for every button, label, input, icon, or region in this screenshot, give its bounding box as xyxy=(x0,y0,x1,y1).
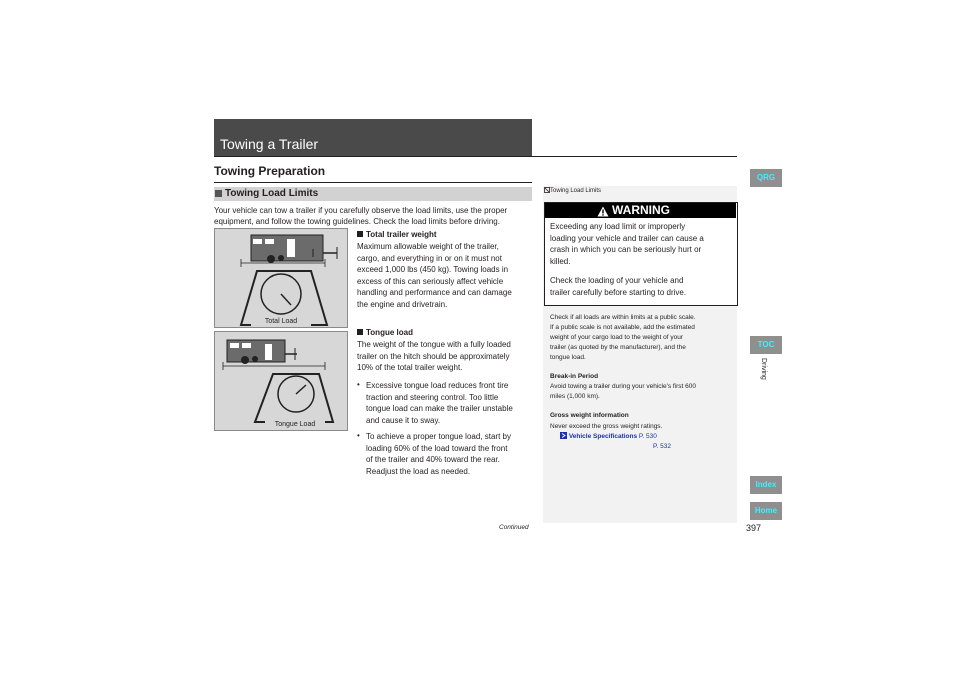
qrg-tab[interactable]: QRG xyxy=(750,169,782,187)
continued-label: Continued xyxy=(499,524,529,531)
bullet-dot-icon: • xyxy=(357,431,360,440)
total-load-illustration xyxy=(215,229,347,327)
total-load-figure xyxy=(214,228,348,328)
page-number: 397 xyxy=(746,523,762,533)
breakin-heading: Break-in Period xyxy=(550,373,599,380)
warning-label: WARNING xyxy=(612,203,670,217)
vehicle-specs-page-1[interactable]: P. 530 xyxy=(638,433,657,440)
section-title: Towing a Trailer xyxy=(220,136,319,152)
heading-rule xyxy=(214,182,532,183)
gross-weight-heading: Gross weight information xyxy=(550,412,629,419)
total-weight-heading: Total trailer weight xyxy=(357,230,437,239)
bullet-dot-icon: • xyxy=(357,380,360,389)
tongue-load-illustration xyxy=(215,332,347,430)
toc-tab[interactable]: TOC xyxy=(750,336,782,354)
square-bullet-icon xyxy=(357,231,363,237)
tongue-load-caption: Tongue Load xyxy=(265,420,325,429)
warning-triangle-icon xyxy=(597,206,609,217)
link-arrow-icon xyxy=(560,432,567,439)
bullet-item: Excessive tongue load reduces front tire traction and steering control. Too little tongue load can make the trailer unstable and cause it to sway. xyxy=(366,381,513,425)
page-heading: Towing Preparation xyxy=(214,164,326,178)
vehicle-specs-link[interactable] xyxy=(560,432,657,442)
subsection-square-icon xyxy=(215,190,222,197)
header-rule xyxy=(214,156,737,157)
vehicle-specs-page-2[interactable]: P. 532 xyxy=(653,443,671,450)
warning-text-2: Check the loading of your vehicle and trailer carefully before starting to drive. xyxy=(550,276,687,297)
index-tab[interactable]: Index xyxy=(750,476,782,494)
chapter-label: Driving xyxy=(760,358,767,380)
bullet-item: To achieve a proper tongue load, start by loading 60% of the load toward the front of the trailer and 40% toward the rear. Readjust the load as needed. xyxy=(366,432,511,476)
intro-text: Your vehicle can tow a trailer if you carefully observe the load limits, use the proper equipment, and follow the towing guidelines. Check the load limits before driving. xyxy=(214,206,508,226)
tongue-load-text: The weight of the tongue with a fully loaded trailer on the hitch should be approximately 10% of the total trailer weight. xyxy=(357,340,511,372)
square-bullet-icon xyxy=(357,329,363,335)
breakin-text: Avoid towing a trailer during your vehicle's first 600 miles (1,000 km). xyxy=(550,383,696,400)
tongue-load-figure xyxy=(214,331,348,431)
total-weight-text: Maximum allowable weight of the trailer, cargo, and everything in or on it must not exceed 1,000 lbs (450 kg). Towing loads in excess of this can seriously affect vehicle handling and performance and can damage the engine and drivetrain. xyxy=(357,242,512,309)
total-load-caption: Total Load xyxy=(251,317,311,326)
subsection-title: Towing Load Limits xyxy=(225,188,319,199)
sidebar-note: Check if all loads are within limits at a public scale. If a public scale is not available, add the estimated weight of your cargo load to the weight of your trailer (as quoted by the manufacturer), and the tongue load. xyxy=(550,314,696,361)
tongue-load-heading: Tongue load xyxy=(357,328,413,337)
warning-text-1: Exceeding any load limit or improperly loading your vehicle and trailer can cause a crash in which you can be seriously hurt or killed. xyxy=(550,222,704,266)
sidebar-reference: Towing Load Limits xyxy=(544,187,601,194)
vehicle-specs-label[interactable]: Vehicle Specifications xyxy=(568,433,638,440)
gross-weight-text: Never exceed the gross weight ratings. xyxy=(550,423,663,430)
home-tab[interactable]: Home xyxy=(750,502,782,520)
